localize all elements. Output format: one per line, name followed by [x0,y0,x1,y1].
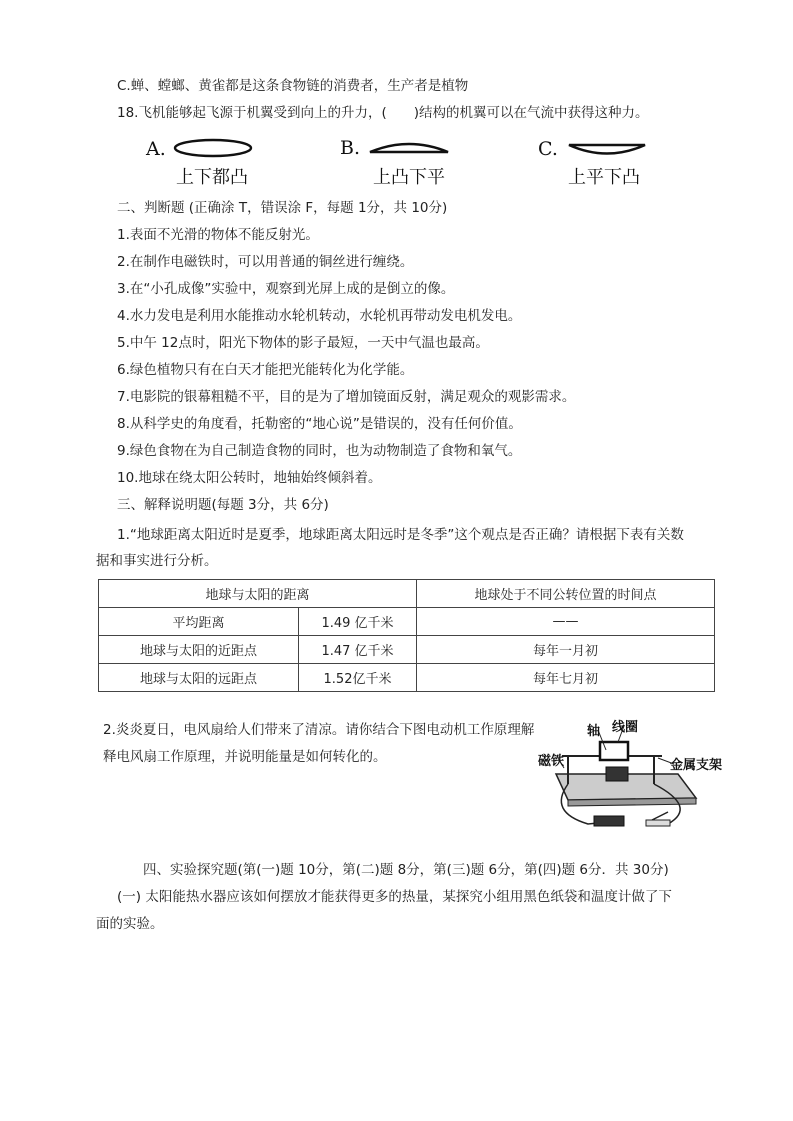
table-header-time: 地球处于不同公转位置的时间点 [417,580,715,608]
table-header-row [99,580,715,608]
row-label: 地球与太阳的远距点 [99,664,299,692]
q18-stem: 18.飞机能够起飞源于机翼受到向上的升力，( )结构的机翼可以在气流中获得这种力。 [117,105,649,121]
table-row [99,608,715,636]
row-label: 平均距离 [99,608,299,636]
table-row [99,664,715,692]
judge-item-6: 6.绿色植物只有在白天才能把光能转化为化学能。 [117,362,414,378]
option-a-caption: 上下都凸 [176,167,248,188]
row-value: 1.52亿千米 [299,664,417,692]
judge-item-1: 1.表面不光滑的物体不能反射光。 [117,227,319,243]
row-value: 1.47 亿千米 [299,636,417,664]
option-c-caption: 上平下凸 [568,167,640,188]
judge-item-2: 2.在制作电磁铁时，可以用普通的铜丝进行缠绕。 [117,254,414,270]
table-header-distance: 地球与太阳的距离 [99,580,417,608]
row-time: —— [417,608,715,636]
section3-heading: 三、解释说明题(每题 3分，共 6分) [117,497,329,513]
judge-item-10: 10.地球在绕太阳公转时，地轴始终倾斜着。 [117,470,382,486]
section3-q1-line1: 1.“地球距离太阳近时是夏季，地球距离太阳远时是冬季”这个观点是否正确？请根据下表有关数 [117,527,684,543]
row-time: 每年一月初 [417,636,715,664]
judge-item-9: 9.绿色食物在为自己制造食物的同时，也为动物制造了食物和氧气。 [117,443,522,459]
figure-label-axis: 轴 [587,724,601,739]
row-label: 地球与太阳的近距点 [99,636,299,664]
q17-option-c: C.蝉、螳螂、黄雀都是这条食物链的消费者，生产者是植物 [117,78,469,94]
section3-q1-line2: 据和事实进行分析。 [96,553,218,569]
motor-diagram [528,712,738,840]
option-a-letter: A. [146,138,166,160]
judge-item-3: 3.在“小孔成像”实验中，观察到光屏上成的是倒立的像。 [117,281,455,297]
option-b-letter: B. [340,137,361,159]
section3-q2-line2: 释电风扇工作原理，并说明能量是如何转化的。 [103,749,387,765]
row-time: 每年七月初 [417,664,715,692]
figure-label-stand: 金属支架 [670,758,723,773]
table-row [99,636,715,664]
figure-label-coil: 线圈 [612,720,639,735]
judge-item-5: 5.中午 12点时，阳光下物体的影子最短，一天中气温也最高。 [117,335,489,351]
section4-part1-line1: (一) 太阳能热水器应该如何摆放才能获得更多的热量，某探究小组用黑色纸袋和温度计做了下 [117,889,672,905]
section3-q2-line1: 2.炎炎夏日，电风扇给人们带来了清凉。请你结合下图电动机工作原理解 [103,722,535,738]
judge-item-8: 8.从科学史的角度看，托勒密的“地心说”是错误的，没有任何价值。 [117,416,522,432]
section2-heading: 二、判断题 (正确涂 T，错误涂 F，每题 1分，共 10分) [117,200,448,216]
section4-heading: 四、实验探究题(第(一)题 10分，第(二)题 8分，第(三)题 6分，第(四)题 6分．共 30分) [143,862,669,878]
earth-sun-distance-table [98,579,715,692]
option-b-caption: 上凸下平 [373,167,445,188]
wing-bottom-convex-icon [565,140,649,160]
wing-top-convex-icon [366,138,452,158]
judge-item-4: 4.水力发电是利用水能推动水轮机转动，水轮机再带动发电机发电。 [117,308,522,324]
option-c-letter: C. [538,138,558,160]
wing-both-convex-icon [172,136,254,160]
row-value: 1.49 亿千米 [299,608,417,636]
figure-label-magnet: 磁铁 [538,754,565,769]
section4-part1-line2: 面的实验。 [96,916,164,932]
judge-item-7: 7.电影院的银幕粗糙不平，目的是为了增加镜面反射，满足观众的观影需求。 [117,389,576,405]
